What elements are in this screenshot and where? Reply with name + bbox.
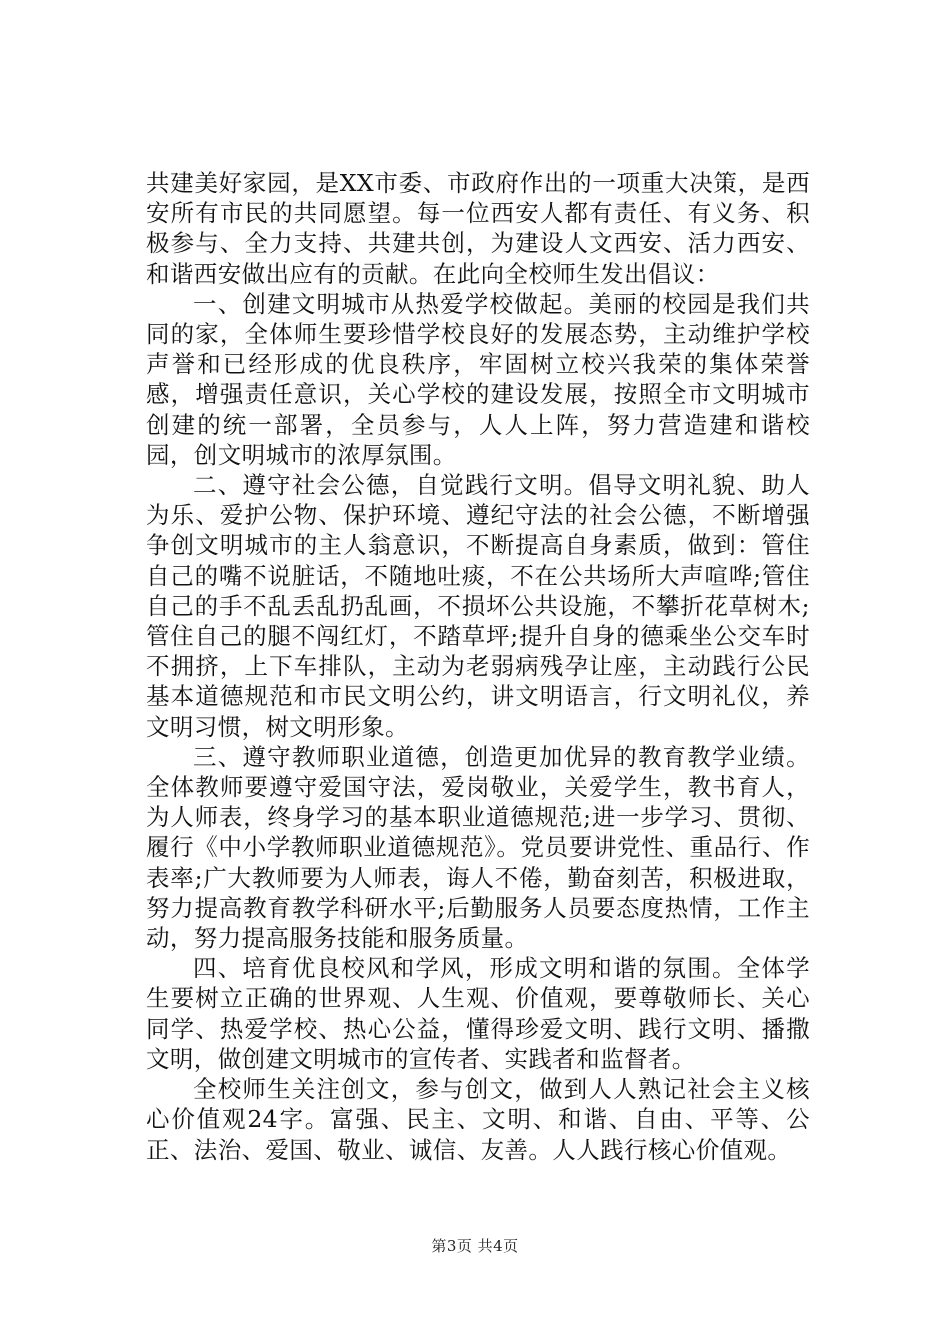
paragraph-item-1: 一、创建文明城市从热爱学校做起。美丽的校园是我们共同的家，全体师生要珍惜学校良好的发展态势，主动维护学校声誉和已经形成的优良秩序，牢固树立校兴我荣的集体荣誉感，增强责任意识，关心学校的建设发展，按照全市文明城市创建的统一部署，全员参与，人人上阵，努力营造建和谐校园，创文明城市的浓厚氛围。 bbox=[146, 289, 810, 469]
paragraph-closing: 全校师生关注创文，参与创文，做到人人熟记社会主义核心价值观24字。富强、民主、文明、和谐、自由、平等、公正、法治、爱国、敬业、诚信、友善。人人践行核心价值观。 bbox=[146, 1075, 810, 1164]
paragraph-item-4: 四、培育优良校风和学风，形成文明和谐的氛围。全体学生要树立正确的世界观、人生观、价值观，要尊敬师长、关心同学、热爱学校、热心公益，懂得珍爱文明、践行文明、播撒文明，做创建文明城市的宣传者、实践者和监督者。 bbox=[146, 954, 810, 1073]
paragraph-item-3: 三、遵守教师职业道德，创造更加优异的教育教学业绩。全体教师要遵守爱国守法，爱岗敬业，关爱学生，教书育人，为人师表，终身学习的基本职业道德规范;进一步学习、贯彻、履行《中小学教师职业道德规范》。党员要讲党性、重品行、作表率;广大教师要为人师表，诲人不倦，勤奋刻苦，积极进取，努力提高教育教学科研水平;后勤服务人员要态度热情，工作主动，努力提高服务技能和服务质量。 bbox=[146, 742, 810, 953]
paragraph-item-2: 二、遵守社会公德，自觉践行文明。倡导文明礼貌、助人为乐、爱护公物、保护环境、遵纪守法的社会公德，不断增强争创文明城市的主人翁意识，不断提高自身素质，做到：管住自己的嘴不说脏话，不随地吐痰，不在公共场所大声喧哗;管住自己的手不乱丢乱扔乱画，不损坏公共设施，不攀折花草树木;管住自己的腿不闯红灯，不踏草坪;提升自身的德乘坐公交车时不拥挤，上下车排队，主动为老弱病残孕让座，主动践行公民基本道德规范和市民文明公约，讲文明语言，行文明礼仪，养文明习惯，树文明形象。 bbox=[146, 471, 810, 741]
page-number-footer: 第3页 共4页 bbox=[431, 1237, 519, 1255]
paragraph-intro: 共建美好家园，是XX市委、市政府作出的一项重大决策，是西安所有市民的共同愿望。每一位西安人都有责任、有义务、积极参与、全力支持、共建共创，为建设人文西安、活力西安、和谐西安做出应有的贡献。在此向全校师生发出倡议： bbox=[146, 169, 810, 288]
document-body bbox=[146, 168, 810, 1165]
